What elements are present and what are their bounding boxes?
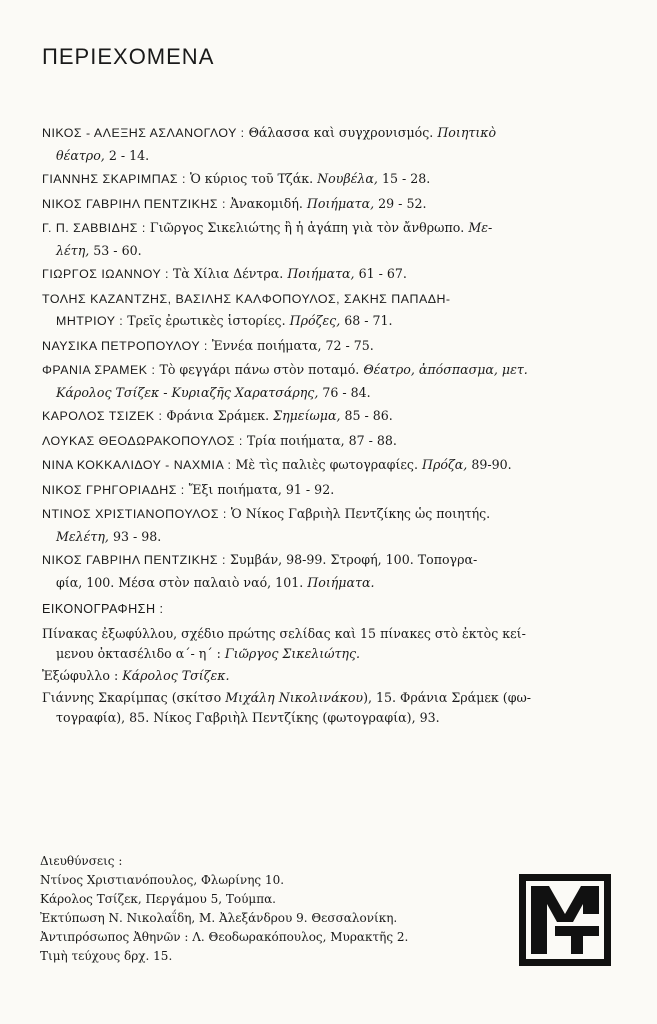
addresses-heading: Διευθύνσεις : bbox=[40, 854, 123, 868]
toc-author: ΝΙΚΟΣ - ΑΛΕΞΗΣ ΑΣΛΑΝΟΓΛΟΥ : bbox=[42, 126, 245, 140]
toc-author: Γ. Π. ΣΑΒΒΙΔΗΣ : bbox=[42, 221, 146, 235]
toc-author: ΛΟΥΚΑΣ ΘΕΟΔΩΡΑΚΟΠΟΥΛΟΣ : bbox=[42, 433, 243, 448]
toc-entry bbox=[42, 430, 626, 453]
toc-entry bbox=[42, 335, 626, 358]
toc-work: Τρία ποιήματα, bbox=[246, 432, 345, 448]
toc-genre-cont: Ποιήματα. bbox=[307, 574, 375, 590]
toc-author: ΝΙΚΟΣ ΓΑΒΡΙΗΛ ΠΕΝΤΖΙΚΗΣ : bbox=[42, 196, 226, 211]
toc-entry bbox=[42, 122, 626, 166]
toc-pages: 87 - 88. bbox=[348, 432, 397, 448]
toc-entry bbox=[42, 263, 626, 286]
toc-entry bbox=[42, 359, 626, 403]
price-line: Τιμὴ τεύχους δρχ. 15. bbox=[40, 949, 173, 963]
address-line: Κάρολος Τσίζεκ, Περγάμου 5, Τούμπα. bbox=[40, 892, 276, 906]
toc-genre: Ποιήματα, bbox=[287, 266, 355, 281]
toc-author: ΓΙΩΡΓΟΣ ΙΩΑΝΝΟΥ : bbox=[42, 267, 169, 281]
toc-entry bbox=[42, 193, 626, 216]
toc-work-cont: φία, 100. Μέσα στὸν παλαιὸ ναό, 101. bbox=[56, 574, 304, 590]
toc-work: Ὁ Νίκος Γαβριὴλ Πεντζίκης ὡς ποιητής. bbox=[230, 506, 491, 521]
toc-entry bbox=[42, 454, 626, 477]
toc-entry bbox=[42, 479, 626, 502]
addresses-block bbox=[40, 852, 500, 966]
toc-entry bbox=[42, 217, 626, 261]
toc-work: Συμβάν, 98-99. Στροφή, 100. Τοπογρα- bbox=[229, 552, 478, 567]
toc-work: Τρεῖς ἐρωτικὲς ἱστορίες. bbox=[127, 313, 286, 328]
toc-genre-cont: λέτη, bbox=[56, 242, 90, 258]
illustration-artist: Μιχάλη Νικολινάκου bbox=[225, 690, 364, 705]
toc-genre: Πρόζα, bbox=[422, 457, 468, 472]
toc-pages: 76 - 84. bbox=[322, 384, 371, 400]
toc-work: Γιῶργος Σικελιώτης ἢ ἡ ἀγάπη γιὰ τὸν ἄνθρωπο. bbox=[149, 220, 465, 235]
toc-author: ΤΟΛΗΣ ΚΑΖΑΝΤΖΗΣ, ΒΑΣΙΛΗΣ ΚΑΛΦΟΠΟΥΛΟΣ, ΣΑΚΗΣ ΠΑΠΑΔΗ- bbox=[42, 291, 451, 306]
toc-pages: 29 - 52. bbox=[378, 195, 427, 211]
toc-genre: Σημείωμα, bbox=[273, 408, 341, 423]
illustration-artist: Γιῶργος Σικελιώτης. bbox=[224, 646, 361, 661]
toc-entry bbox=[42, 549, 626, 593]
illustration-credit-line bbox=[42, 666, 626, 686]
toc-work: Τὰ Χίλια Δέντρα. bbox=[172, 266, 284, 281]
toc-author: ΝΑΥΣΙΚΑ ΠΕΤΡΟΠΟΥΛΟΥ : bbox=[42, 338, 208, 353]
toc-work: Φράνια Σράμεκ. bbox=[166, 408, 270, 423]
illustration-text: Γιάννης Σκαρίμπας (σκίτσο bbox=[42, 690, 222, 705]
toc-pages: 68 - 71. bbox=[344, 313, 393, 328]
toc-author: ΝΙΝΑ ΚΟΚΚΑΛΙΔΟΥ - ΝΑΧΜΙΑ : bbox=[42, 458, 232, 472]
toc-genre: Ποιήματα, bbox=[306, 195, 375, 211]
toc-author: ΓΙΑΝΝΗΣ ΣΚΑΡΙΜΠΑΣ : bbox=[42, 172, 186, 186]
toc-entry bbox=[42, 405, 626, 428]
toc-work: Ὁ κύριος τοῦ Τζάκ. bbox=[189, 171, 314, 186]
toc-pages: 72 - 75. bbox=[325, 337, 374, 353]
toc-pages: 61 - 67. bbox=[358, 266, 407, 281]
illustration-text: τογραφία), 85. Νίκος Γαβριὴλ Πεντζίκης (φωτογραφία), 93. bbox=[56, 710, 440, 725]
toc-work: Μὲ τὶς παλιὲς φωτογραφίες. bbox=[235, 457, 418, 472]
toc-author: ΦΡΑΝΙΑ ΣΡΑΜΕΚ : bbox=[42, 363, 156, 377]
toc-author: ΝΙΚΟΣ ΓΑΒΡΙΗΛ ΠΕΝΤΖΙΚΗΣ : bbox=[42, 553, 226, 567]
toc-pages: 15 - 28. bbox=[381, 171, 431, 186]
illustration-text: μενου ὀκτασέλιδο α΄- η΄ : bbox=[56, 646, 221, 661]
toc-genre-cont: Κάρολος Τσίζεκ - Κυριαζῆς Χαρατσάρης, bbox=[56, 384, 319, 400]
illustration-heading: ΕΙΚΟΝΟΓΡΑΦΗΣΗ : bbox=[42, 602, 164, 616]
toc-author: ΚΑΡΟΛΟΣ ΤΣΙΖΕΚ : bbox=[42, 409, 163, 423]
address-line: Ἀντιπρόσωπος Ἀθηνῶν : Λ. Θεοδωρακόπουλος, Μυρακτῆς 2. bbox=[40, 930, 409, 944]
toc-author: ΝΤΙΝΟΣ ΧΡΙΣΤΙΑΝΟΠΟΥΛΟΣ : bbox=[42, 507, 227, 521]
illustration-credit-line bbox=[42, 688, 626, 728]
illustration-credits bbox=[42, 624, 626, 730]
illustration-credit-line bbox=[42, 624, 626, 664]
toc-entry bbox=[42, 288, 626, 333]
toc-author-cont: ΜΗΤΡΙΟΥ : bbox=[56, 314, 124, 328]
table-of-contents bbox=[42, 122, 626, 595]
toc-genre-cont: Μελέτη, bbox=[56, 528, 109, 544]
toc-entry bbox=[42, 168, 626, 191]
toc-work: Τὸ φεγγάρι πάνω στὸν ποταμό. bbox=[159, 362, 360, 377]
toc-pages: 91 - 92. bbox=[285, 481, 335, 497]
toc-pages: 85 - 86. bbox=[344, 408, 393, 423]
toc-work: Ἔξι ποιήματα, bbox=[188, 481, 282, 497]
illustration-text: Πίνακας ἐξωφύλλου, σχέδιο πρώτης σελίδας καὶ 15 πίνακες στὸ ἐκτὸς κεί- bbox=[42, 626, 526, 641]
toc-pages: 93 - 98. bbox=[112, 528, 162, 544]
page-title: ΠΕΡΙΕΧΟΜΕΝΑ bbox=[42, 44, 215, 69]
toc-genre: Με- bbox=[468, 220, 493, 235]
toc-pages: 53 - 60. bbox=[93, 242, 142, 258]
illustration-text: ), 15. Φράνια Σράμεκ (φω- bbox=[363, 690, 532, 705]
toc-work: Θάλασσα καὶ συγχρονισμός. bbox=[248, 125, 434, 140]
toc-genre: Πρόζες, bbox=[289, 313, 341, 328]
toc-pages: 2 - 14. bbox=[108, 147, 150, 163]
toc-genre: Θέατρο, ἀπόσπασμα, μετ. bbox=[363, 362, 528, 377]
toc-entry bbox=[42, 503, 626, 547]
toc-work: Ἐννέα ποιήματα, bbox=[211, 337, 322, 353]
toc-genre: Ποιητικὸ bbox=[437, 125, 497, 140]
illustration-artist: Κάρολος Τσίζεκ. bbox=[122, 668, 230, 683]
toc-genre: Νουβέλα, bbox=[317, 171, 378, 186]
toc-work: Ἀνακομιδή. bbox=[229, 195, 303, 211]
address-line: Ντίνος Χριστιανόπουλος, Φλωρίνης 10. bbox=[40, 873, 285, 887]
toc-author: ΝΙΚΟΣ ΓΡΗΓΟΡΙΑΔΗΣ : bbox=[42, 482, 185, 497]
toc-genre-cont: θέατρο, bbox=[56, 147, 105, 163]
illustration-text: Ἐξώφυλλο : bbox=[42, 668, 119, 683]
address-line: Ἐκτύπωση Ν. Νικολαΐδη, Μ. Ἀλεξάνδρου 9. Θεσσαλονίκη. bbox=[40, 911, 398, 925]
publisher-logo-icon bbox=[519, 874, 611, 966]
toc-pages: 89-90. bbox=[471, 457, 512, 472]
